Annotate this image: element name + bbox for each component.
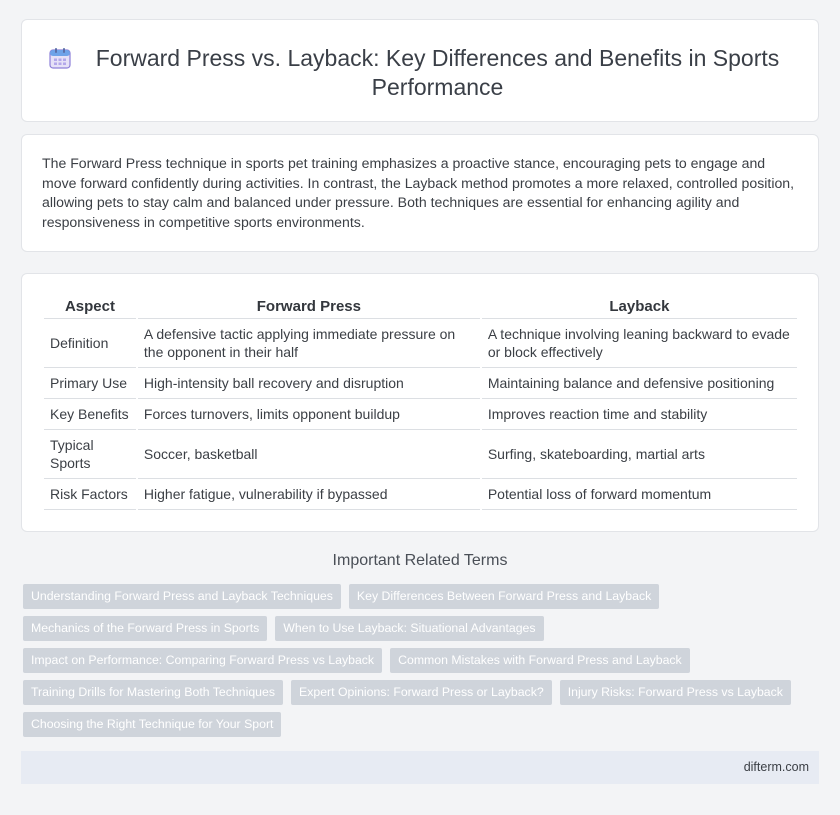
footer [21, 751, 819, 784]
table-row [44, 399, 797, 430]
related-term-chip[interactable]: Common Mistakes with Forward Press and Layback [390, 648, 690, 673]
related-term-chip[interactable]: Injury Risks: Forward Press vs Layback [560, 680, 791, 705]
related-term-chip[interactable]: Training Drills for Mastering Both Techniques [23, 680, 283, 705]
related-term-chip[interactable]: Choosing the Right Technique for Your Sport [23, 712, 281, 737]
comparison-card [21, 273, 819, 532]
table-cell: High-intensity ball recovery and disruption [138, 368, 480, 399]
column-header-aspect: Aspect [44, 294, 136, 319]
comparison-table [42, 294, 799, 510]
table-row [44, 319, 797, 368]
page-title: Forward Press vs. Layback: Key Differences and Benefits in Sports Performance [95, 45, 780, 100]
table-cell: Maintaining balance and defensive positioning [482, 368, 797, 399]
table-cell: Potential loss of forward momentum [482, 479, 797, 510]
intro-card [21, 134, 819, 252]
table-header-row [44, 294, 797, 319]
table-cell: Improves reaction time and stability [482, 399, 797, 430]
related-term-chip[interactable]: Expert Opinions: Forward Press or Layback? [291, 680, 552, 705]
table-cell: Primary Use [44, 368, 136, 399]
related-term-chip[interactable]: Key Differences Between Forward Press and Layback [349, 584, 659, 609]
site-name[interactable]: difterm.com [743, 760, 809, 774]
related-term-chip[interactable]: Understanding Forward Press and Layback Techniques [23, 584, 341, 609]
table-cell: Soccer, basketball [138, 430, 480, 479]
table-cell: Typical Sports [44, 430, 136, 479]
intro-paragraph: The Forward Press technique in sports pet training emphasizes a proactive stance, encouraging pets to engage and move forward confidently during activities. In contrast, the Layback method promotes a more relaxed, controlled position, allowing pets to stay calm and balanced under pressure. Both techniques are essential for enhancing agility and responsiveness in competitive sports environments. [42, 155, 795, 230]
related-term-chip[interactable]: Impact on Performance: Comparing Forward Press vs Layback [23, 648, 382, 673]
table-cell: Surfing, skateboarding, martial arts [482, 430, 797, 479]
table-cell: Forces turnovers, limits opponent buildup [138, 399, 480, 430]
table-row [44, 430, 797, 479]
table-cell: A defensive tactic applying immediate pressure on the opponent in their half [138, 319, 480, 368]
table-cell: Key Benefits [44, 399, 136, 430]
related-term-chip[interactable]: When to Use Layback: Situational Advantages [275, 616, 543, 641]
table-row [44, 368, 797, 399]
table-cell: Higher fatigue, vulnerability if bypassed [138, 479, 480, 510]
table-row [44, 479, 797, 510]
title-card [21, 19, 819, 122]
related-terms-list [23, 584, 823, 744]
column-header-layback: Layback [482, 294, 797, 319]
column-header-forward-press: Forward Press [138, 294, 480, 319]
table-cell: Risk Factors [44, 479, 136, 510]
table-cell: A technique involving leaning backward to evade or block effectively [482, 319, 797, 368]
related-terms-heading: Important Related Terms [332, 552, 508, 569]
table-cell: Definition [44, 319, 136, 368]
related-term-chip[interactable]: Mechanics of the Forward Press in Sports [23, 616, 267, 641]
